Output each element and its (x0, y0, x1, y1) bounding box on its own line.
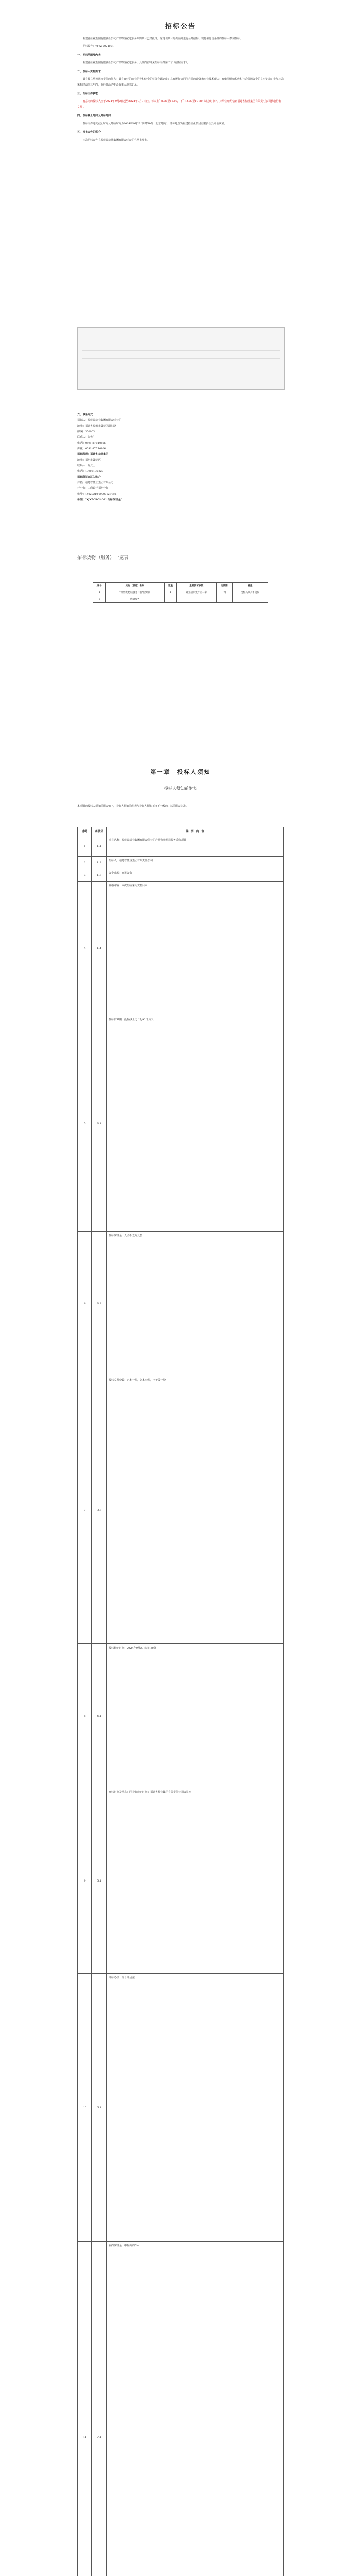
table-cell: 项目名称：福建省盐业集团有限责任公司产品物流配送服务采购项目 (107, 836, 284, 857)
table-row (78, 869, 284, 882)
bank-name: 户名：福建省盐业集团有限公司 (77, 481, 114, 484)
section-text: 本次招标公告在福建省盐业集团有限责任公司官网上发布。 (83, 139, 150, 142)
contact-block (77, 412, 284, 503)
table-row (78, 882, 284, 1015)
agent-phone: 电话：13905196220 (77, 470, 103, 473)
chapter-subtitle: 投标人须知前附表 (164, 786, 197, 791)
project-number: 招标编号：YJYZ-2024001 (83, 45, 114, 48)
table-cell: 4 (78, 882, 92, 1015)
table-cell: 库储服务 (105, 596, 165, 603)
header-cell: 序号 (93, 583, 106, 589)
table-cell: 2 (78, 857, 92, 869)
section-text: 具有独立承担民事责任的能力；具有良好的商业信誉和健全的财务会计制度；具有履行合同所必需的设备和专业技术能力；有依法缴纳税收和社会保障资金的良好记录；参加本次采购活动前三年内，在经营活动中没有重大违法记录。 (77, 78, 284, 87)
bank-branch: 开户行：工商银行福州分行 (77, 487, 109, 490)
table-cell: 投标人须具备资质 (232, 589, 268, 596)
items-table (93, 582, 268, 603)
table-cell: 1.2 (92, 857, 107, 869)
table-cell: 9 (78, 1788, 92, 1974)
table-row (78, 2242, 284, 2576)
table-cell: 资格审查：本次招标采用资格后审 (107, 882, 284, 1015)
table-cell (216, 596, 232, 603)
contact-company: 招标人：福建省盐业集团有限责任公司 (77, 419, 122, 422)
table-cell: 10 (78, 1974, 92, 2242)
bank-note: 备注："YJYZ-2024001 招标保证金" (77, 498, 122, 501)
table-cell: 一年 (216, 589, 232, 596)
table-cell: 投标保证金：人民币壹万元整 (107, 1232, 284, 1376)
intro-paragraph: 福建省盐业集团有限责任公司产品物流配送服务采购项目已经批准，现对该项目的供应商进行公开招标，现邀请符合条件的投标人参加投标。 (83, 37, 243, 40)
table-cell: 投标文件份数：正本一份，副本四份，电子版一份 (107, 1376, 284, 1644)
header-cell: 交货期 (216, 583, 232, 589)
table-row (78, 1376, 284, 1644)
table-cell: 6 (78, 1232, 92, 1376)
contact-phone: 电话：0591-87510806 (77, 442, 106, 445)
table-cell: 1 (93, 589, 106, 596)
front-table-body (78, 836, 284, 2576)
header-cell: 条款号 (92, 827, 107, 836)
header-cell: 序号 (78, 827, 92, 836)
agent-person: 联系人：陈女士 (77, 464, 96, 467)
table-cell: 产品物流配送服务（福州区域） (105, 589, 165, 596)
table-cell: 1.3 (92, 869, 107, 882)
table-cell: 履约保证金：中标价的5% (107, 2242, 284, 2576)
contact-fax: 传真：0591-87510806 (77, 447, 106, 450)
bank-account: 账号：1402021009000123456 (77, 493, 117, 496)
table-cell: 5 (78, 1015, 92, 1232)
notice-box (77, 327, 285, 390)
bank-heading: 招标保证金汇入账户 (77, 476, 101, 479)
table-row (78, 1232, 284, 1376)
front-table (77, 827, 284, 2576)
table-cell: 1 (78, 836, 92, 857)
table-cell: 6.1 (92, 1974, 107, 2242)
agent-address: 地址：福州市鼓楼区 (77, 459, 101, 462)
table-row (78, 1015, 284, 1232)
table-row (78, 1644, 284, 1788)
section-heading: 三、招标文件获取 (77, 92, 99, 95)
agent-heading: 招标代理：福建省盐业集团 (77, 453, 109, 456)
announcement-title: 招标公告 (165, 23, 196, 30)
contact-person: 联系人：张先生 (77, 436, 96, 439)
table-cell: 3.3 (92, 1376, 107, 1644)
table-row (78, 1788, 284, 1974)
section-text: 投标文件递交截止时间及开标时间为2024年9月23日9时30分（北京时间），开标地点为福建省盐业集团有限责任公司会议室。 (83, 122, 227, 125)
table-row (78, 857, 284, 869)
chapter-intro: 本项目的投标人须知前附表如下，投标人须知前附表与投标人须知正文不一致的，以前附表为准。 (77, 805, 189, 808)
table-row (93, 589, 268, 596)
contact-postcode: 邮编：350003 (77, 430, 95, 433)
header-cell: 货物（服务）名称 (105, 583, 165, 589)
contact-heading: 六、联系方式 (77, 413, 93, 416)
table-cell: 评标办法：综合评分法 (107, 1974, 284, 2242)
table-cell: 投标有效期：投标截止之日起90日历天 (107, 1015, 284, 1232)
table-cell: 投标截止时间：2024年9月23日9时30分 (107, 1644, 284, 1788)
table-cell: 3.2 (92, 1232, 107, 1376)
table-cell: 详见招标文件第二章 (176, 589, 216, 596)
table-cell: 2 (93, 596, 106, 603)
items-list-heading: 招标货物（服务）一览表 (77, 555, 129, 561)
table-cell: 7 (78, 1376, 92, 1644)
section-heading: 四、投标截止时间及开标时间 (77, 114, 111, 117)
table-cell (165, 596, 177, 603)
table-cell: 3.1 (92, 1015, 107, 1232)
table-header-row (93, 583, 268, 589)
table-cell: 11 (78, 2242, 92, 2576)
table-cell: 7.1 (92, 2242, 107, 2576)
section-text: 福建省盐业集团有限责任公司产品物流配送服务，具体内容详见招标文件第二章《招标需求》。 (83, 61, 190, 64)
header-cell: 编 列 内 容 (107, 827, 284, 836)
table-header-row (78, 827, 284, 836)
table-cell: 开标时间及地点：同投标截止时间；福建省盐业集团有限责任公司会议室 (107, 1788, 284, 1974)
table-cell: 资金来源：自筹资金 (107, 869, 284, 882)
table-row (93, 596, 268, 603)
table-cell: 1.4 (92, 882, 107, 1015)
section-text: 有意向的投标人应于2024年9月2日起至2024年9月9日止，每天上午8:30至12:00，下午14:30至17:30（北京时间），持单位介绍信到福建省盐业集团有限责任公司获取招标文件。 (77, 100, 282, 109)
contact-address: 地址：福建省福州市鼓楼区湖东路 (77, 425, 117, 428)
table-row (78, 1974, 284, 2242)
table-cell: 招标人：福建省盐业集团有限责任公司 (107, 857, 284, 869)
table-cell: 5.1 (92, 1788, 107, 1974)
table-cell: 8 (78, 1644, 92, 1788)
announcement-body (77, 36, 284, 145)
table-cell: 4.1 (92, 1644, 107, 1788)
header-cell: 备注 (232, 583, 268, 589)
section-heading: 五、发布公告的媒介 (77, 131, 101, 134)
table-cell (176, 596, 216, 603)
header-cell: 主要技术参数 (176, 583, 216, 589)
table-cell: 1.1 (92, 836, 107, 857)
table-row (78, 836, 284, 857)
section-heading: 二、投标人资格要求 (77, 70, 101, 73)
table-cell: 3 (78, 869, 92, 882)
header-cell: 数量 (165, 583, 177, 589)
section-heading: 一、招标范围及内容 (77, 54, 101, 57)
table-cell (232, 596, 268, 603)
chapter-title: 第一章 投标人须知 (150, 769, 211, 775)
table-cell: 1 (165, 589, 177, 596)
